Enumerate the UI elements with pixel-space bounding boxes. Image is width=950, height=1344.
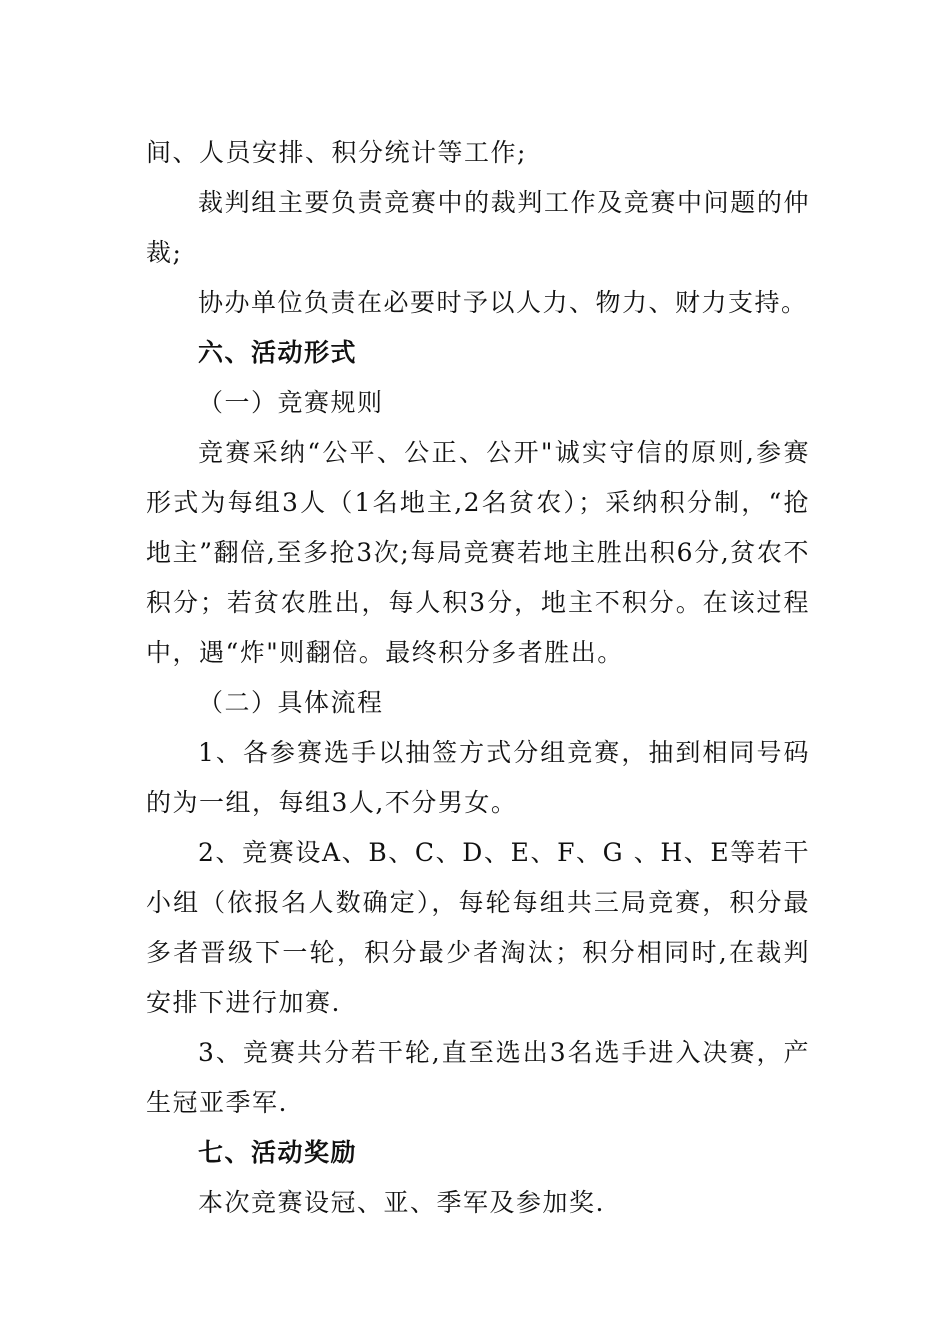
paragraph-referee-duties: 裁判组主要负责竞赛中的裁判工作及竞赛中问题的仲裁; (146, 188, 810, 267)
paragraph-process-step-3: 3、竞赛共分若干轮,直至选出3名选手进入决赛，产生冠亚季军. (146, 1038, 810, 1117)
subsection-heading-process: （二）具体流程 (198, 688, 384, 717)
paragraph-staff-duties: 间、人员安排、积分统计等工作; (146, 138, 527, 167)
paragraph-process-step-2: 2、竞赛设A、B、C、D、E、F、G 、H、E等若干小组（依报名人数确定），每轮每组共三局竞赛，积分最多者晋级下一轮，积分最少者淘汰；积分相同时,在裁判安排下进行加赛. (146, 838, 810, 1017)
subsection-heading-rules: （一）竞赛规则 (198, 388, 384, 417)
paragraph-co-organizer-duties: 协办单位负责在必要时予以人力、物力、财力支持。 (198, 288, 808, 317)
section-heading-awards: 七、活动奖励 (198, 1138, 358, 1167)
document-body (146, 128, 810, 1228)
section-heading-activity-format: 六、活动形式 (198, 338, 358, 367)
paragraph-awards: 本次竞赛设冠、亚、季军及参加奖. (198, 1188, 605, 1217)
paragraph-rules: 竞赛采纳“公平、公正、公开"诚实守信的原则,参赛形式为每组3人（1名地主,2名贫农）；采纳积分制，“抢地主”翻倍,至多抢3次;每局竞赛若地主胜出积6分,贫农不积分；若贫农胜出，每人积3分，地主不积分。在该过程中，遇“炸"则翻倍。最终积分多者胜出。 (146, 438, 810, 667)
paragraph-process-step-1: 1、各参赛选手以抽签方式分组竞赛，抽到相同号码的为一组，每组3人,不分男女。 (146, 738, 810, 817)
